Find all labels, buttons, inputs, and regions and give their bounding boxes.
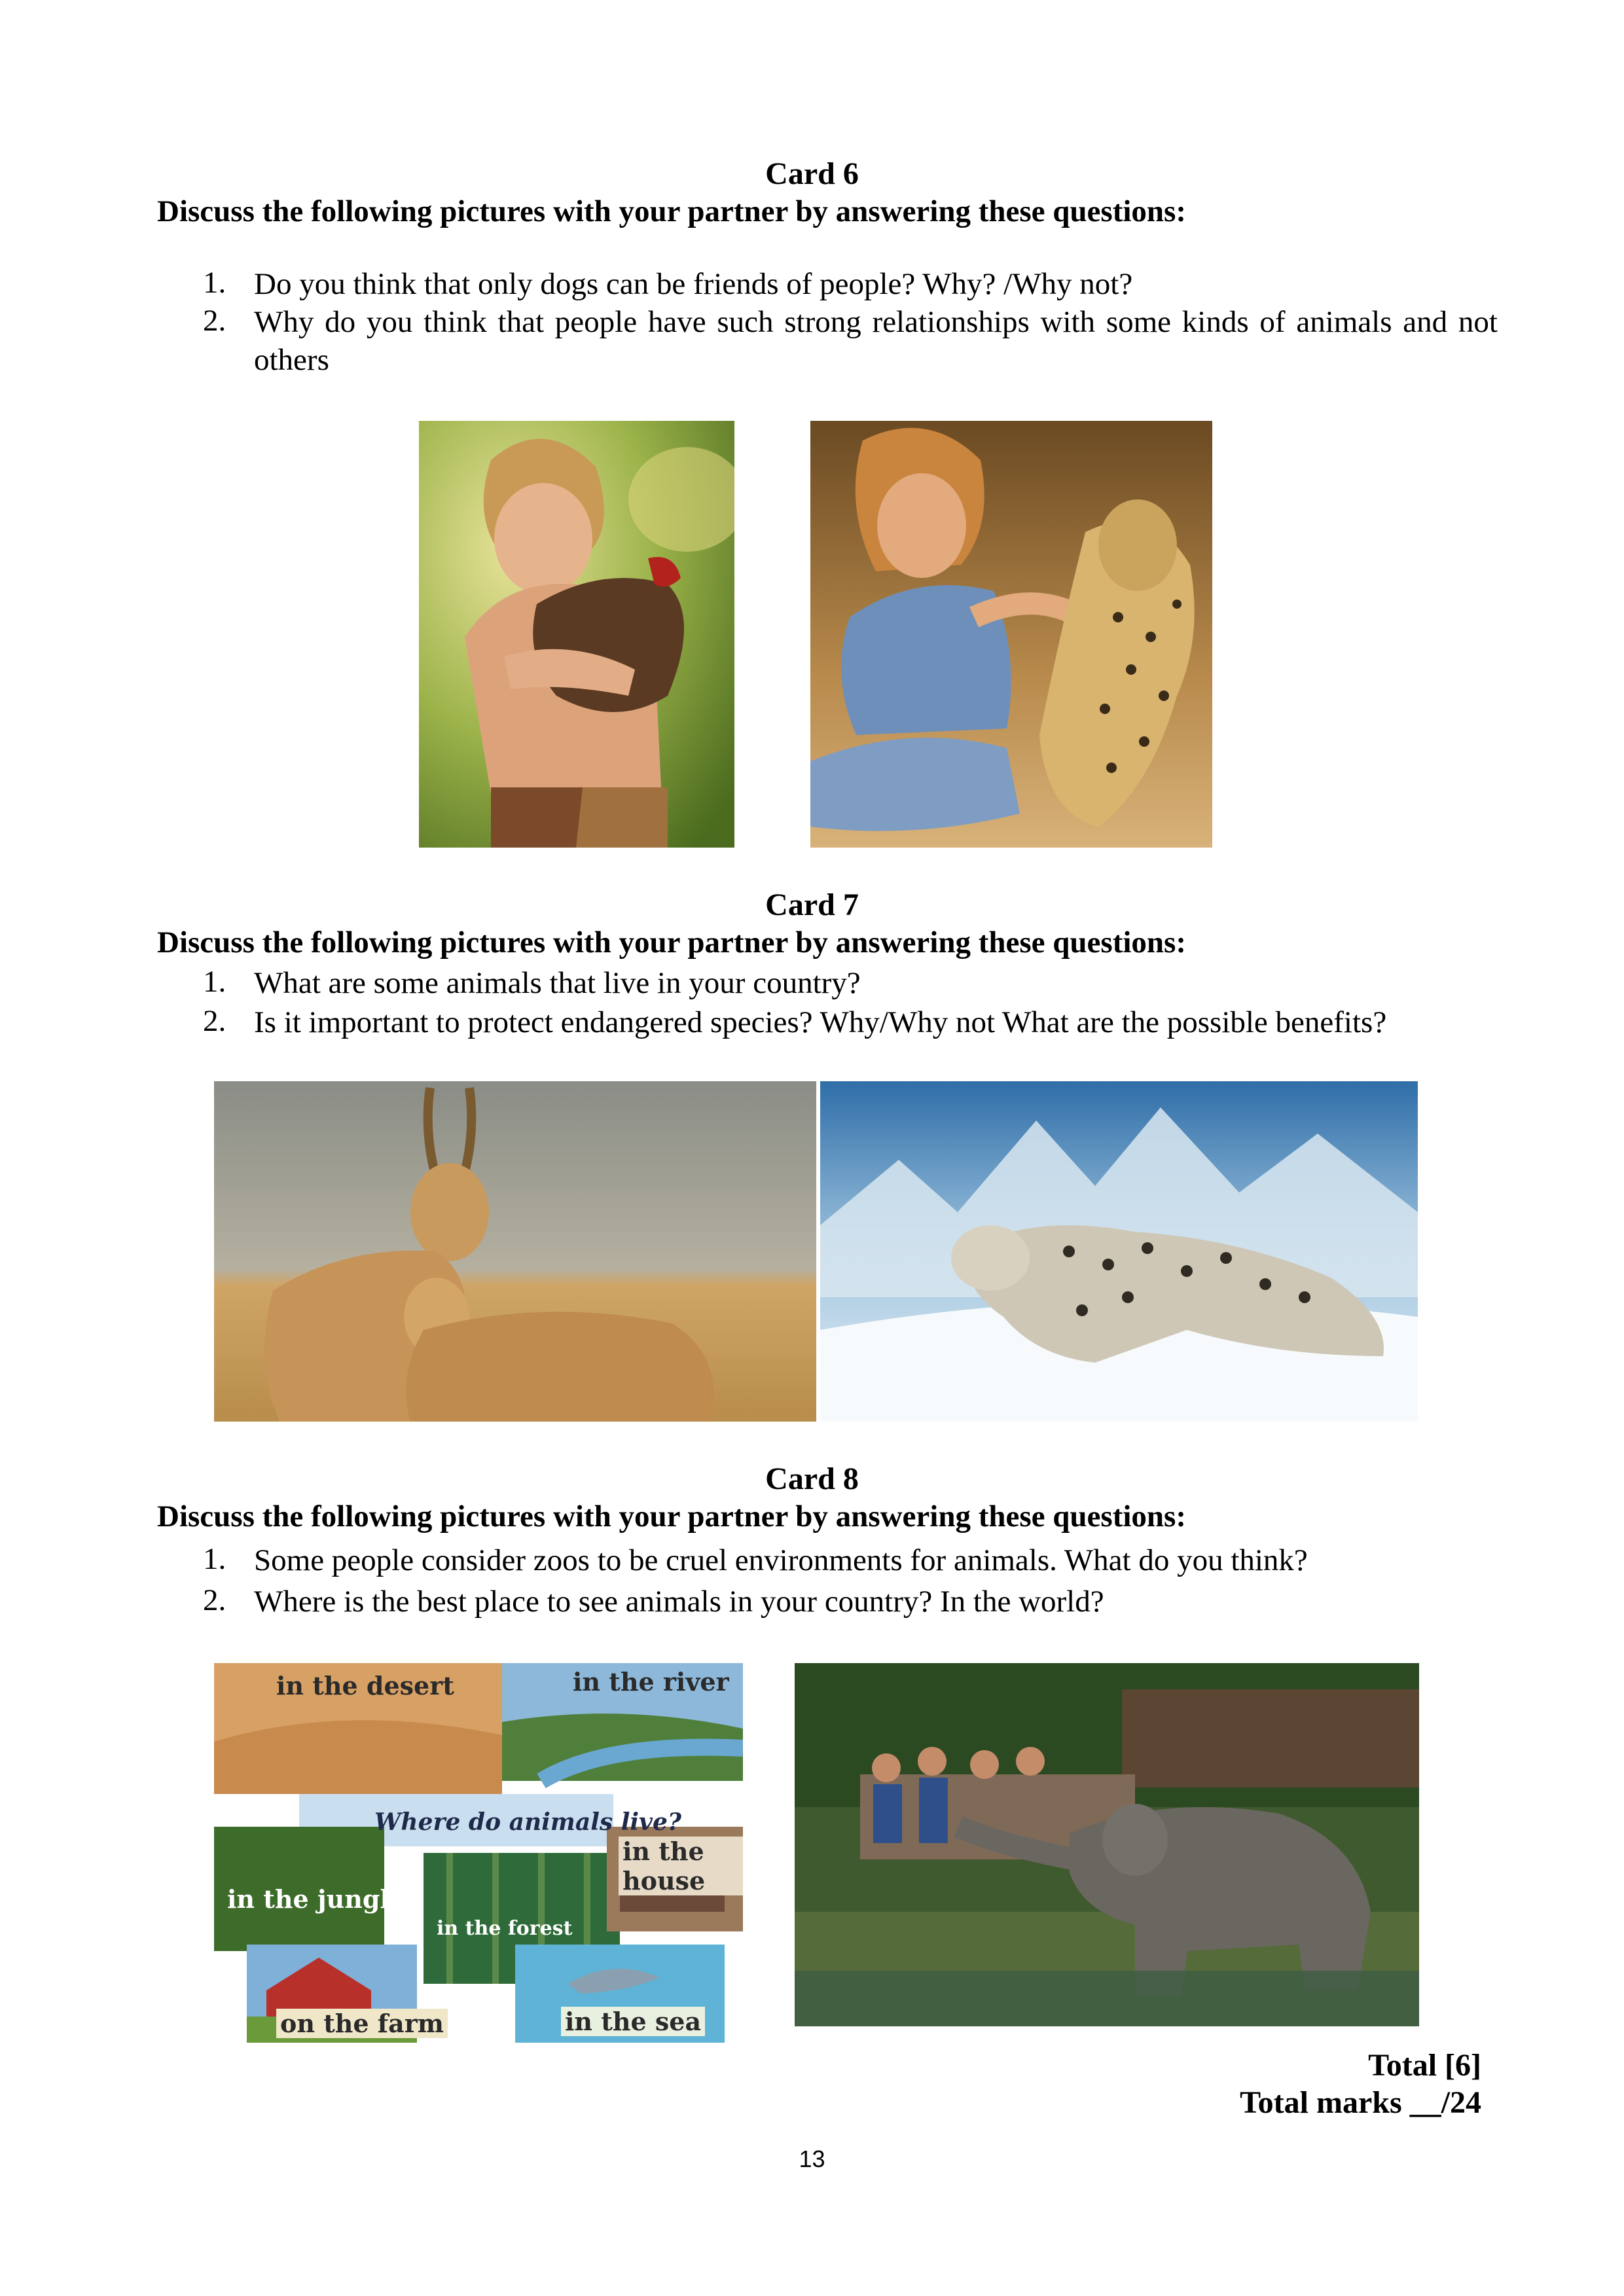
card-6-instruction: Discuss the following pictures with your partner by answering these questions: [157,194,1186,228]
question-text: Is it important to protect endangered species? Why/Why not What are the possible benefits? [254,1005,1387,1039]
question-number: 2. [203,1004,226,1038]
label-in-the-jungle: in the jungle [227,1884,406,1914]
question-number: 1. [203,1542,226,1576]
question-text: Why do you think that people have such strong relationships with some kinds of animals and not others [254,305,1498,377]
card-7-title: Card 7 [765,888,859,922]
elephant-zoo-photo [795,1663,1419,2026]
girl-with-cheetah-photo [810,421,1212,848]
card-8-instruction: Discuss the following pictures with your partner by answering these questions: [157,1499,1186,1534]
question-text: Where is the best place to see animals in your country? In the world? [254,1585,1104,1619]
girl-with-chicken-photo [419,421,734,848]
saiga-antelope-photo [214,1081,816,1422]
question-number: 1. [203,965,226,999]
question-number: 2. [203,304,226,338]
question-number: 2. [203,1583,226,1617]
page-number: 13 [799,2145,825,2172]
snow-leopard-photo [820,1081,1418,1422]
question-text: Do you think that only dogs can be friends of people? Why? /Why not? [254,267,1133,301]
total-score: Total [6] [1368,2048,1481,2083]
label-in-the-desert: in the desert [276,1671,454,1700]
card-6-title: Card 6 [765,156,859,191]
label-on-the-farm: on the farm [276,2009,448,2038]
card-8-title: Card 8 [765,1462,859,1496]
total-marks: Total marks __/24 [1240,2085,1481,2120]
question-text: Some people consider zoos to be cruel environments for animals. What do you think? [254,1543,1308,1577]
label-in-the-house: in the house [619,1837,743,1895]
label-in-the-river: in the river [573,1667,729,1696]
label-in-the-sea: in the sea [561,2007,705,2036]
question-number: 1. [203,266,226,300]
animal-habitats-collage [214,1663,743,2043]
label-in-the-forest: in the forest [437,1917,573,1940]
card-7-instruction: Discuss the following pictures with your partner by answering these questions: [157,925,1186,960]
label-where-do-animals-live: Where do animals live? [374,1808,681,1836]
question-text: What are some animals that live in your country? [254,966,861,1000]
